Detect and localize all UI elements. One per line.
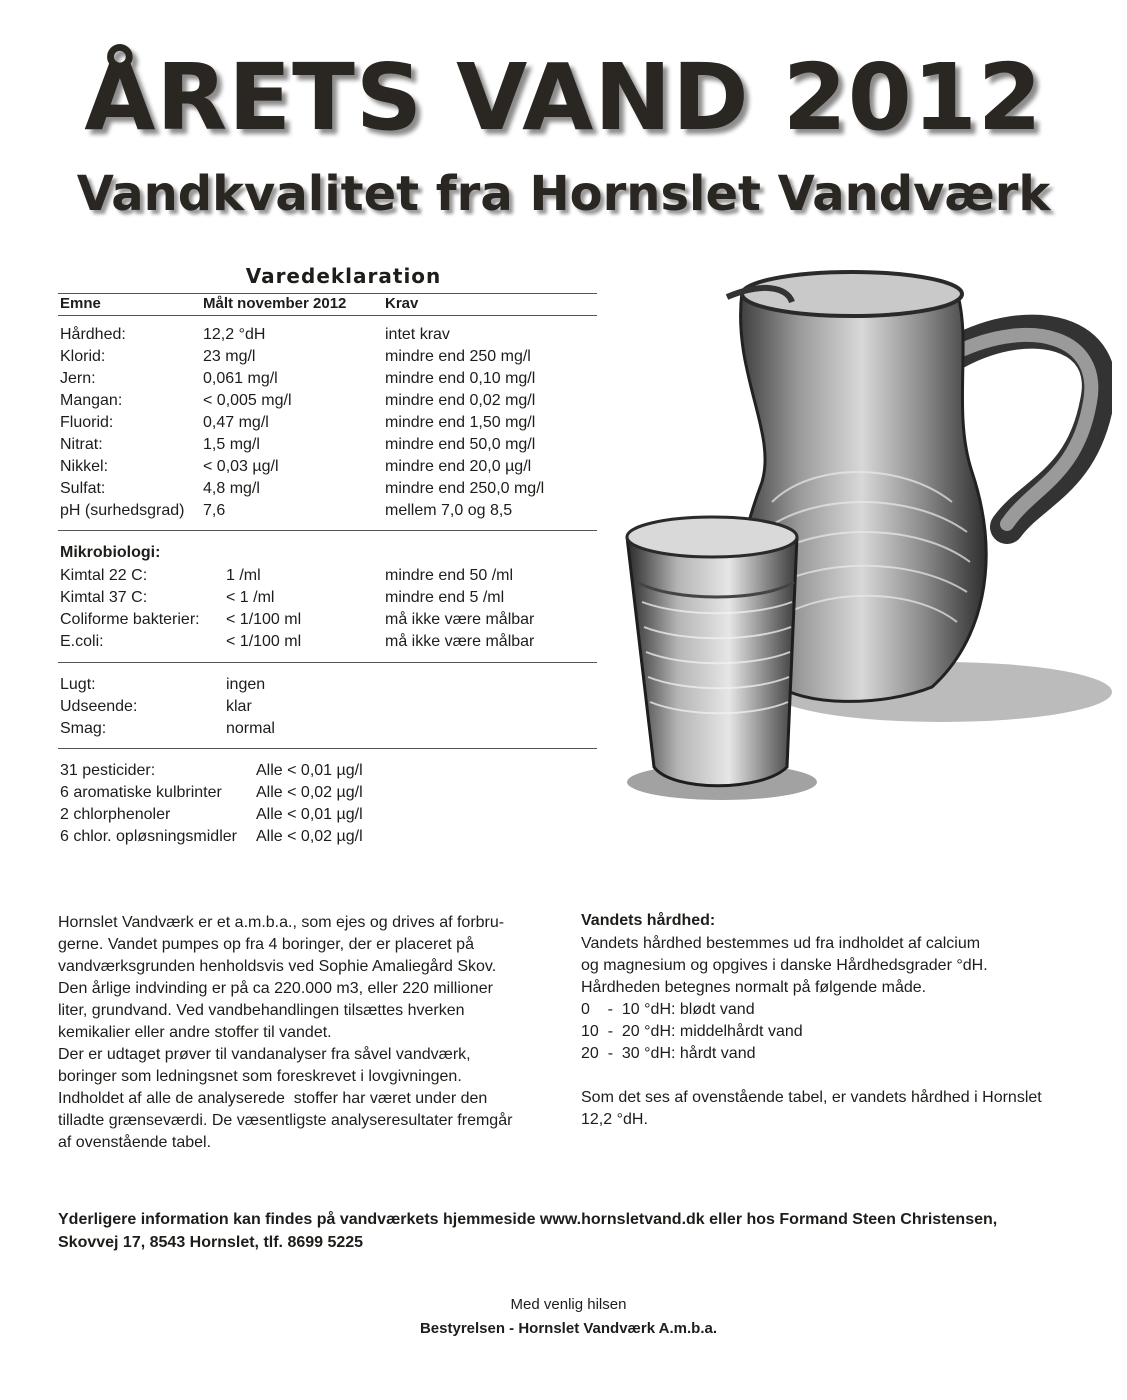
- row-subject: Nikkel:: [60, 458, 109, 475]
- contact-line-1: Yderligere information kan findes på vandværkets hjemmeside www.hornsletvand.dk eller hos Formand Steen Christensen,: [58, 1211, 998, 1228]
- divider: [58, 748, 597, 749]
- hardness-description: [581, 933, 1101, 1131]
- row-requirement: mindre end 20,0 µg/l: [385, 458, 532, 475]
- water-pitcher-glass-image: [612, 262, 1112, 802]
- row-subject: Udseende:: [60, 698, 138, 715]
- text-line: og magnesium og opgives i danske Hårdhedsgrader °dH.: [581, 957, 988, 974]
- text-line: boringer som ledningsnet som foreskrevet i lovgivningen.: [58, 1068, 462, 1085]
- water-works-description: [58, 912, 568, 1154]
- row-subject: Coliforme bakterier:: [60, 611, 200, 628]
- contact-info: [58, 1208, 1088, 1254]
- divider: [58, 530, 597, 531]
- row-requirement: mindre end 0,02 mg/l: [385, 392, 536, 409]
- row-subject: Kimtal 37 C:: [60, 589, 148, 606]
- row-subject: Smag:: [60, 720, 107, 737]
- row-measured: 4,8 mg/l: [203, 480, 260, 497]
- text-line: vandværksgrunden henholdsvis ved Sophie Amaliegård Skov.: [58, 958, 497, 975]
- row-requirement: mindre end 5 /ml: [385, 589, 505, 606]
- row-subject: Nitrat:: [60, 436, 103, 453]
- text-line: 12,2 °dH.: [581, 1111, 648, 1128]
- text-line: 20 - 30 °dH: hårdt vand: [581, 1045, 756, 1062]
- greeting: Med venlig hilsen: [510, 1296, 627, 1313]
- text-line: gerne. Vandet pumpes op fra 4 boringer, der er placeret på: [58, 936, 474, 953]
- divider: [58, 662, 597, 663]
- row-measured: 1,5 mg/l: [203, 436, 260, 453]
- row-subject: Fluorid:: [60, 414, 114, 431]
- row-subject: Mangan:: [60, 392, 123, 409]
- text-line: Hårdheden betegnes normalt på følgende måde.: [581, 979, 927, 996]
- row-requirement: mellem 7,0 og 8,5: [385, 502, 513, 519]
- row-requirement: mindre end 1,50 mg/l: [385, 414, 536, 431]
- text-line: Der er udtaget prøver til vandanalyser fra såvel vandværk,: [58, 1046, 471, 1063]
- row-requirement: mindre end 50 /ml: [385, 567, 514, 584]
- row-value: ingen: [226, 676, 266, 693]
- row-subject: 2 chlorphenoler: [60, 806, 171, 823]
- page-subtitle: Vandkvalitet fra Hornslet Vandværk: [76, 166, 1051, 222]
- contact-line-2: Skovvej 17, 8543 Hornslet, tlf. 8699 5225: [58, 1234, 364, 1251]
- row-measured: 23 mg/l: [203, 348, 256, 365]
- row-subject: Klorid:: [60, 348, 106, 365]
- text-line: 0 - 10 °dH: blødt vand: [581, 1001, 755, 1018]
- row-requirement: mindre end 50,0 mg/l: [385, 436, 536, 453]
- divider: [58, 315, 597, 316]
- column-header-requirement: Krav: [385, 295, 419, 312]
- row-value: Alle < 0,02 µg/l: [256, 828, 363, 845]
- column-header-subject: Emne: [60, 295, 101, 312]
- row-requirement: mindre end 250 mg/l: [385, 348, 531, 365]
- row-subject: Kimtal 22 C:: [60, 567, 148, 584]
- row-requirement: intet krav: [385, 326, 450, 343]
- text-line: tilladte grænseværdi. De væsentligste analyseresultater fremgår: [58, 1112, 513, 1129]
- row-value: Alle < 0,01 µg/l: [256, 806, 363, 823]
- row-subject: 6 aromatiske kulbrinter: [60, 784, 222, 801]
- row-measured: 7,6: [203, 502, 226, 519]
- row-measured: < 1 /ml: [226, 589, 275, 606]
- row-subject: Jern:: [60, 370, 96, 387]
- text-line: 10 - 20 °dH: middelhårdt vand: [581, 1023, 803, 1040]
- row-measured: 0,061 mg/l: [203, 370, 278, 387]
- row-subject: E.coli:: [60, 633, 104, 650]
- page-title: ÅRETS VAND 2012: [84, 44, 1043, 151]
- row-measured: < 0,03 µg/l: [203, 458, 279, 475]
- row-measured: 1 /ml: [226, 567, 261, 584]
- row-subject: 31 pesticider:: [60, 762, 156, 779]
- text-line: kemikalier eller andre stoffer til vandet.: [58, 1024, 332, 1041]
- row-measured: < 1/100 ml: [226, 633, 302, 650]
- row-measured: 0,47 mg/l: [203, 414, 269, 431]
- row-measured: 12,2 °dH: [203, 326, 266, 343]
- row-value: normal: [226, 720, 275, 737]
- row-subject: Hårdhed:: [60, 326, 126, 343]
- hardness-title: Vandets hårdhed:: [581, 912, 716, 929]
- text-line: Den årlige indvinding er på ca 220.000 m3, eller 220 millioner: [58, 980, 493, 997]
- text-line: Hornslet Vandværk er et a.m.b.a., som ejes og drives af forbru-: [58, 914, 505, 931]
- row-value: Alle < 0,01 µg/l: [256, 762, 363, 779]
- row-measured: < 1/100 ml: [226, 611, 302, 628]
- text-line: af ovenstående tabel.: [58, 1134, 212, 1151]
- row-measured: < 0,005 mg/l: [203, 392, 292, 409]
- row-subject: Lugt:: [60, 676, 96, 693]
- signer: Bestyrelsen - Hornslet Vandværk A.m.b.a.: [419, 1320, 718, 1337]
- text-line: [581, 1065, 1101, 1087]
- row-value: Alle < 0,02 µg/l: [256, 784, 363, 801]
- row-subject: 6 chlor. opløsningsmidler: [60, 828, 237, 845]
- row-value: klar: [226, 698, 252, 715]
- row-requirement: mindre end 0,10 mg/l: [385, 370, 536, 387]
- text-line: liter, grundvand. Ved vandbehandlingen tilsættes hverken: [58, 1002, 465, 1019]
- row-requirement: må ikke være målbar: [385, 611, 535, 628]
- text-line: Vandets hårdhed bestemmes ud fra indholdet af calcium: [581, 935, 981, 952]
- column-header-measured: Målt november 2012: [203, 295, 347, 312]
- row-requirement: mindre end 250,0 mg/l: [385, 480, 545, 497]
- text-line: Indholdet af alle de analyserede stoffer har været under den: [58, 1090, 488, 1107]
- row-requirement: må ikke være målbar: [385, 633, 535, 650]
- text-line: Som det ses af ovenstående tabel, er vandets hårdhed i Hornslet: [581, 1089, 1042, 1106]
- divider: [58, 293, 597, 294]
- declaration-title: Varedeklaration: [245, 264, 442, 288]
- microbiology-title: Mikrobiologi:: [60, 544, 161, 561]
- row-subject: Sulfat:: [60, 480, 106, 497]
- row-subject: pH (surhedsgrad): [60, 502, 185, 519]
